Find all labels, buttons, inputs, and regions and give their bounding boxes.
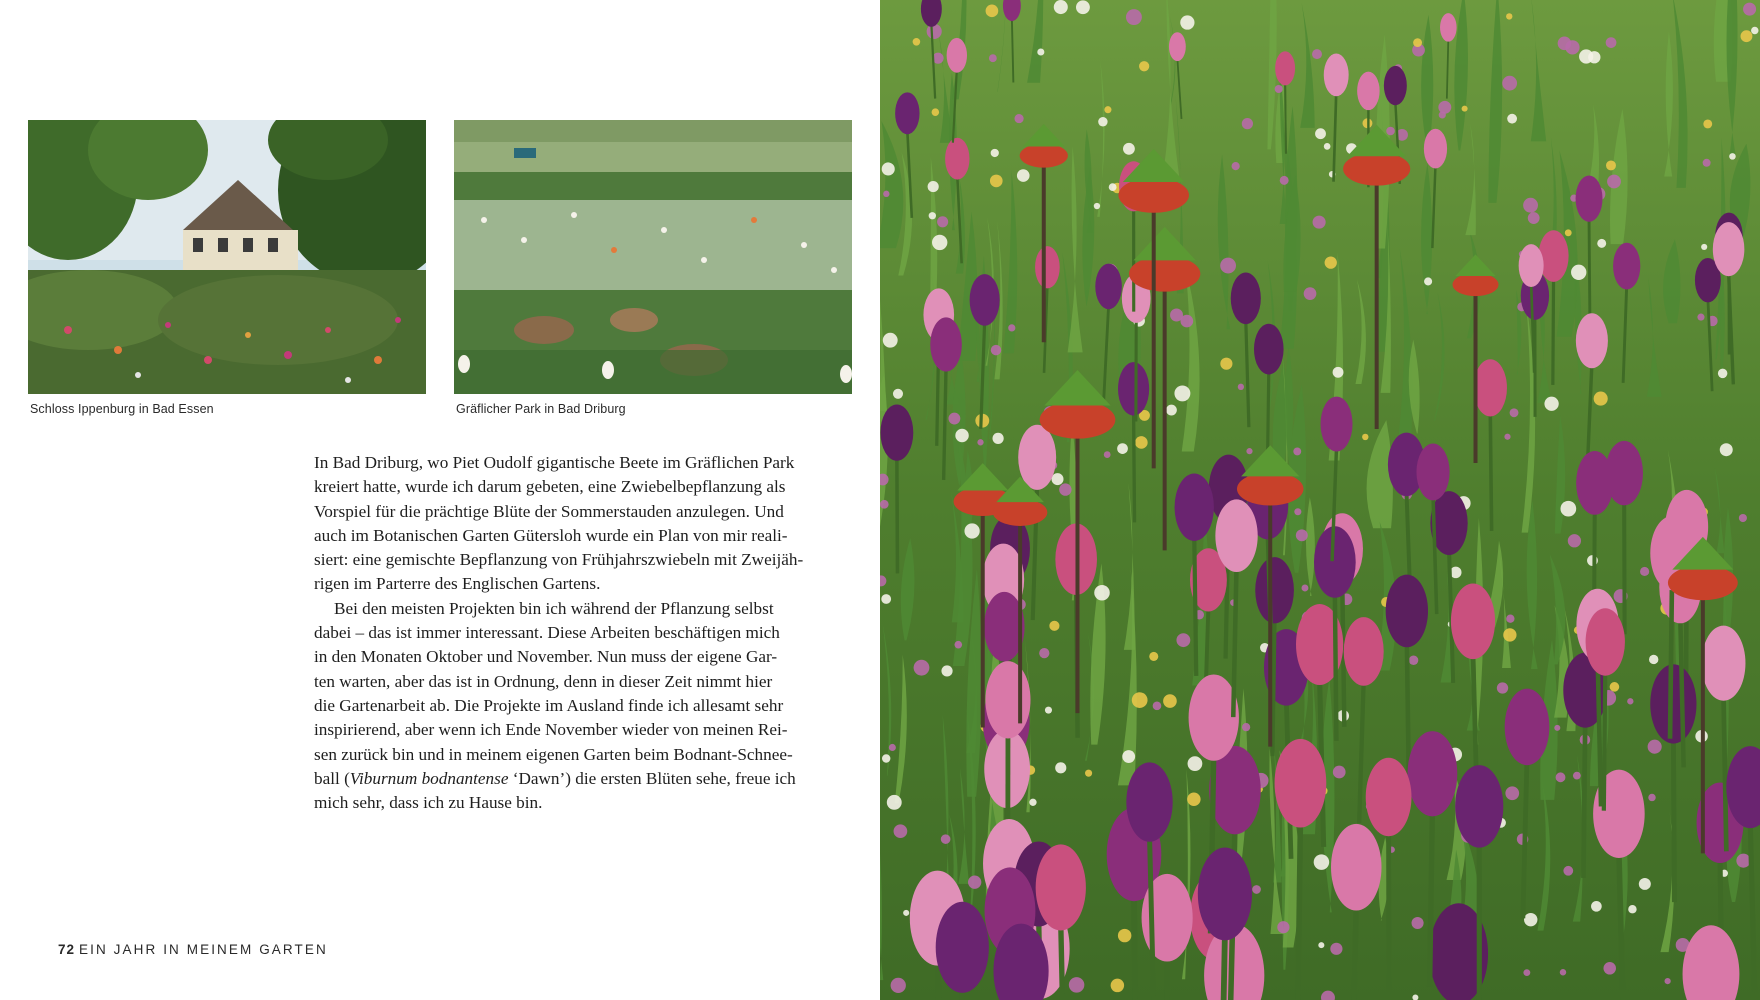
text-line: Bei den meisten Projekten bin ich während der Pflanzung selbst xyxy=(334,598,774,618)
text-line xyxy=(314,767,824,791)
text-line: kreiert hatte, wurde ich darum gebeten, eine Zwiebelbepflanzung als xyxy=(314,477,786,497)
botanical-name: Viburnum bodnantense xyxy=(349,768,509,788)
text-segment: ‘Dawn’) die ersten Blüten sehe, freue ich xyxy=(508,768,796,788)
text-line: siert: eine gemischte Bepflanzung von Frühjahrszwiebeln mit Zweijäh- xyxy=(314,550,804,570)
tulip-field-illustration xyxy=(880,0,1760,1000)
running-title: EIN JAHR IN MEINEM GARTEN xyxy=(79,942,328,957)
text-line: dabei – das ist immer interessant. Diese Arbeiten beschäftigen mich xyxy=(314,623,780,643)
photo-graeflicher-park xyxy=(454,120,852,394)
photo-caption-2: Gräflicher Park in Bad Driburg xyxy=(456,402,626,416)
body-text xyxy=(314,451,824,815)
text-line: mich sehr, dass ich zu Hause bin. xyxy=(314,793,543,813)
text-line: in den Monaten Oktober und November. Nun muss der eigene Gar- xyxy=(314,647,778,667)
text-line: Vorspiel für die prächtige Blüte der Sommerstauden anzulegen. Und xyxy=(314,501,784,521)
text-line: die Gartenarbeit ab. Die Projekte im Ausland finde ich allesamt sehr xyxy=(314,695,784,715)
text-line: ten warten, aber das ist in Ordnung, denn in dieser Zeit nimmt hier xyxy=(314,671,773,691)
text-line: inspirierend, aber wenn ich Ende November wieder von meinen Rei- xyxy=(314,720,788,740)
photo-schloss-ippenburg xyxy=(28,120,426,394)
text-line: rigen im Parterre des Englischen Gartens. xyxy=(314,574,601,594)
text-line: auch im Botanischen Garten Gütersloh wurde ein Plan von mir reali- xyxy=(314,525,788,545)
photo-caption-1: Schloss Ippenburg in Bad Essen xyxy=(30,402,214,416)
text-segment: ball ( xyxy=(314,768,350,788)
text-line: sen zurück bin und in meinem eigenen Garten beim Bodnant-Schnee- xyxy=(314,744,793,764)
photo-tulip-bed xyxy=(880,0,1760,1000)
page-number: 72 xyxy=(58,942,76,957)
text-line: In Bad Driburg, wo Piet Oudolf gigantische Beete im Gräflichen Park xyxy=(314,453,795,472)
running-footer xyxy=(58,942,328,957)
